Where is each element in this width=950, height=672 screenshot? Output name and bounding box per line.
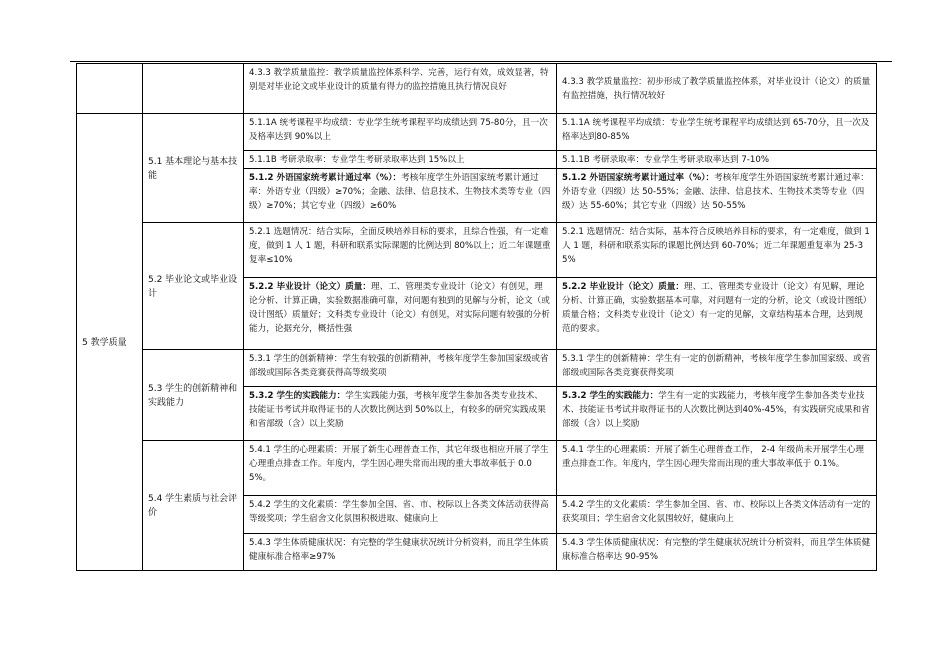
standard-c-cell: 5.4.2 学生的文化素质：学生参加全国、省、市、校际以上各类文体活动有一定的获奖项目；学生宿舍文化氛围较好，健康向上 [557,496,877,534]
table-row [77,64,877,114]
empty-cell [143,64,244,114]
standard-c-cell: 5.2.1 选题情况：结合实际，基本符合反映培养目标的要求，有一定难度，做到 1 人 1 题，科研和联系实际的课题比例达到 60-70%；近二年课题重复率为 25-35% [557,223,877,278]
standard-c-cell: 5.3.1 学生的创新精神：学生有一定的创新精神，考核年度学生参加国家级、或省部级或国际各类竞赛获得奖项 [557,350,877,387]
empty-cell [77,64,143,114]
standard-a-cell: 5.3.2 学生的实践能力：学生实践能力强，考核年度学生参加各类专业技术、技能证书考试并取得证书的人次数比例达到 50%以上，有较多的研究实践成果和省部级（含）以上奖励 [244,387,557,441]
sub-item-5-1: 5.1 基本理论与基本技能 [143,114,244,223]
table-row [77,223,877,278]
top-rule [70,61,892,62]
standard-a-cell: 5.1.1A 统考课程平均成绩：专业学生统考课程平均成绩达到 75-80分，且一次及格率达到 90%以上 [244,114,557,151]
standard-a-cell: 5.2.2 毕业设计（论文）质量：理、工、管理类专业设计（论文）有创见，理论分析、计算正确，实验数据准确可靠，对问题有独到的见解与分析，论文（或设计图纸）质量好；文科类专业设计（论文）有创见，对实际问题有较强的分析能力，论据充分，概括性强 [244,278,557,350]
standard-c-cell: 5.2.2 毕业设计（论文）质量：理、工、管理类专业设计（论文）有见解，理论分析、计算正确，实验数据基本可靠，对问题有一定的分析，论文（或设计图纸）质量合格；文科类专业设计（论文）有一定的见解，文章结构基本合理，达到规范的要求。 [557,278,877,350]
standard-c-cell: 5.1.1B 考研录取率：专业学生考研录取率达到 7-10% [557,151,877,169]
standard-a-cell: 5.4.3 学生体质健康状况：有完整的学生健康状况统计分析资料，而且学生体质健康标准合格率≥97% [244,534,557,571]
standard-a-cell: 5.3.1 学生的创新精神：学生有较强的创新精神，考核年度学生参加国家级或省部级或国际各类竞赛获得高等级奖项 [244,350,557,387]
standard-a-cell: 5.1.2 外语国家统考累计通过率（%）：考核年度学生外语国家统考累计通过率：外语专业（四级）≥70%；金融、法律、信息技术、生物技术类等专业（四级）≥70%；其它专业（四级）≥60% [244,169,557,223]
standard-c-cell: 5.1.2 外语国家统考累计通过率（%）：考核年度学生外语国家统考累计通过率：外语专业（四级）达 50-55%；金融、法律、信息技术、生物技术类等专业（四级）达 55-60%；其它专业（四级）达 50-55% [557,169,877,223]
standard-a-cell: 4.3.3 教学质量监控：教学质量监控体系科学、完善，运行有效，成效显著，特别是对毕业论文或毕业设计的质量有得力的监控措施且执行情况良好 [244,64,557,114]
standard-c-cell: 5.1.1A 统考课程平均成绩：专业学生统考课程平均成绩达到 65-70分，且一次及格率达到80-85% [557,114,877,151]
standard-c-cell: 5.4.3 学生体质健康状况：有完整的学生健康状况统计分析资料，而且学生体质健康标准合格率达 90-95% [557,534,877,571]
sub-item-5-3: 5.3 学生的创新精神和实践能力 [143,350,244,441]
section-title: 5 教学质量 [77,114,143,571]
sub-item-5-2: 5.2 毕业论文或毕业设计 [143,223,244,350]
standard-a-cell: 5.2.1 选题情况：结合实际，全面反映培养目标的要求，且综合性强，有一定难度，做到 1 人 1 题，科研和联系实际课题的比例达到 80%以上；近二年课题重复率≤10% [244,223,557,278]
standard-a-cell: 5.1.1B 考研录取率：专业学生考研录取率达到 15%以上 [244,151,557,169]
table-row [77,114,877,151]
standard-a-cell: 5.4.2 学生的文化素质：学生参加全国、省、市、校际以上各类文体活动获得高等级奖项；学生宿舍文化氛围积极进取、健康向上 [244,496,557,534]
standard-c-cell: 5.4.1 学生的心理素质：开展了新生心理普查工作， 2-4 年级尚未开展学生心理重点排查工作。年度内，学生因心理失常而出现的重大事故率低于 0.1%。 [557,441,877,496]
table-row [77,441,877,496]
standard-a-cell: 5.4.1 学生的心理素质：开展了新生心理普查工作，其它年级也相应开展了学生心理重点排查工作。年度内，学生因心理失常而出现的重大事故率低于 0.05%。 [244,441,557,496]
standard-c-cell: 4.3.3 教学质量监控：初步形成了教学质量监控体系，对毕业设计（论文）的质量有监控措施，执行情况较好 [557,64,877,114]
standard-c-cell: 5.3.2 学生的实践能力：学生有一定的实践能力，考核年度学生参加各类专业技术、技能证书考试并取得证书的人次数比例达到40%-45%，有实践研究成果和省部级（含）以上奖励 [557,387,877,441]
evaluation-table [76,63,877,571]
sub-item-5-4: 5.4 学生素质与社会评价 [143,441,244,571]
table-row [77,350,877,387]
